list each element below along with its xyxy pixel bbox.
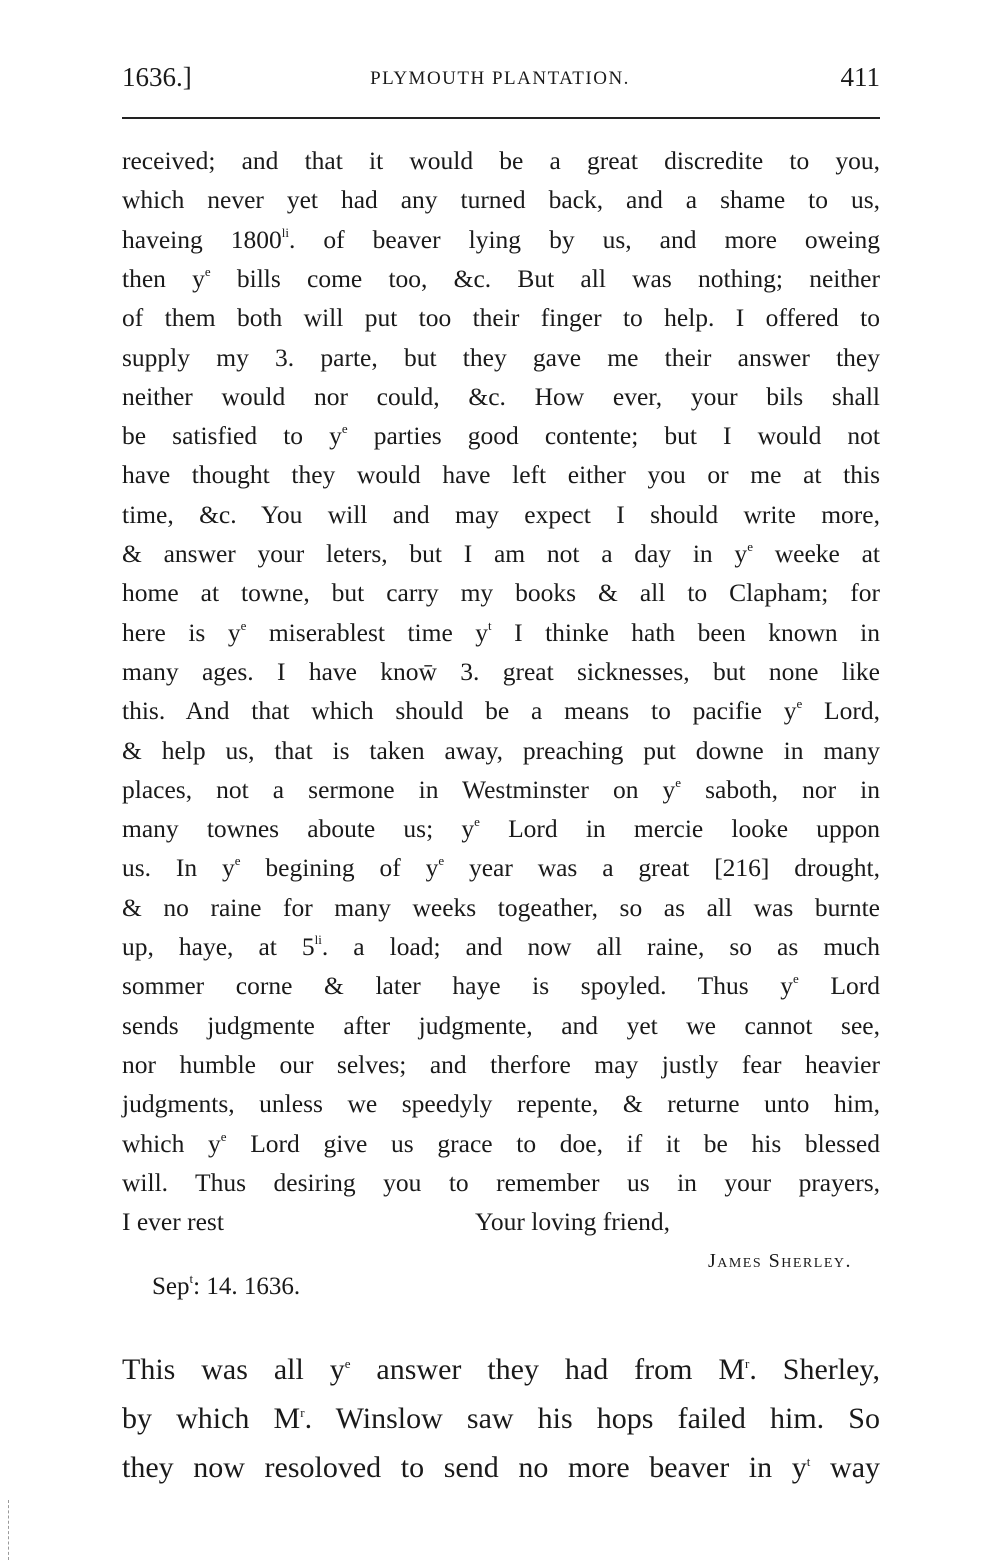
text-segment: . a load; and now all raine, so as much [321,932,880,961]
text-segment: which never yet had any turned back, and a shame to us, [122,185,880,215]
superscript: e [675,774,682,790]
text-line [122,1124,880,1163]
superscript: e [240,617,247,633]
text-segment: nor humble our selves; and therfore may justly fear heavier [122,1049,880,1079]
text-segment: supply my 3. parte, but they gave me their answer they [122,342,880,372]
text-segment: then y [122,263,205,293]
superscript: e [438,853,445,869]
text-line [122,613,880,652]
text-segment: us. In y [122,853,235,883]
text-segment: which y [122,1128,221,1158]
text-line [122,416,880,455]
text-line [122,298,880,337]
date-sup: t [189,1271,194,1286]
text-line [122,141,880,180]
text-segment: neither would nor could, &c. How ever, your bils shall [122,381,880,411]
closing-salutation: Your loving friend, [475,1207,671,1236]
superscript: e [793,971,799,987]
text-line [122,1006,880,1045]
text-segment: Lord in mercie looke uppon [479,814,881,844]
text-line [122,1163,880,1202]
text-line [122,731,880,770]
text-line [122,652,880,691]
text-segment: many townes aboute us; y [122,814,475,844]
text-segment: they now resoloved to send no more beaver in y [122,1451,807,1484]
text-segment: miserablest time y [246,617,488,647]
text-segment: received; and that it would be a great discredite to you, [122,146,880,175]
text-segment: begining of y [240,853,439,883]
text-segment: Lord, [802,696,880,726]
text-segment: by which M [122,1402,301,1435]
text-segment: I thinke hath been known in [491,617,880,647]
text-segment: have thought they would have left either you or me at this [122,460,880,490]
text-line [122,573,880,612]
date-prefix: Sep [152,1273,190,1300]
superscript: e [796,696,803,712]
text-line [122,966,880,1005]
text-line [122,1346,880,1394]
date-suffix: : 14. 1636. [193,1273,301,1300]
text-line [122,495,880,534]
text-segment: This was all y [122,1353,345,1386]
text-segment: & help us, that is taken away, preaching put downe in many [122,735,880,765]
text-segment: many ages. I have know̄ 3. great sicknesses, but none like [122,656,880,686]
text-segment: . Sherley, [749,1353,880,1386]
superscript: r [300,1405,305,1420]
superscript: e [344,1356,351,1371]
text-line [122,888,880,927]
text-segment: saboth, nor in [681,774,881,804]
text-line [122,377,880,416]
text-line [122,770,880,809]
text-line [122,180,880,219]
text-segment: this. And that which should be a means to pacifie y [122,696,797,726]
text-line [122,848,880,887]
text-segment: parties good contente; but I would not [347,421,880,451]
text-line [122,1395,880,1443]
text-segment: year was a great [216] drought, [444,853,880,883]
text-segment: . Winslow saw his hops failed him. So [304,1402,880,1435]
text-segment: of them both will put too their finger to help. I offered to [122,303,880,333]
text-segment: Lord [798,971,880,1001]
superscript: li [314,932,322,947]
superscript: t [488,617,492,633]
text-segment: sends judgmente after judgmente, and yet we cannot see, [122,1010,880,1040]
text-line [122,809,880,848]
text-line [122,927,880,966]
text-segment: sommer corne & later haye is spoyled. Thus y [122,971,794,1001]
text-segment: here is y [122,617,241,647]
superscript: e [474,814,480,830]
text-segment: places, not a sermone in Westminster on y [122,774,676,804]
text-line [122,259,880,298]
text-line [122,455,880,494]
superscript: e [341,421,348,437]
text-segment: & no raine for many weeks togeather, so as all was burnte [122,892,880,922]
text-segment: judgments, unless we speedyly repente, & returne unto him, [122,1089,880,1119]
text-line [122,691,880,730]
signature: James Sherley. [707,1250,852,1272]
superscript: e [234,853,241,869]
superscript: r [745,1356,750,1371]
superscript: e [220,1128,227,1144]
text-segment: up, haye, at 5 [122,932,315,961]
text-segment: haveing 1800 [122,224,282,254]
text-segment: & answer your leters, but I am not a day in y [122,539,748,568]
text-segment: way [810,1451,881,1484]
text-line [122,1084,880,1123]
text-line [122,1045,880,1084]
text-line [122,534,880,573]
text-segment: bills come too, &c. But all was nothing; neither [210,263,880,293]
header-rule [122,117,880,119]
letter-date [152,1273,300,1301]
margin-mark [8,1500,9,1560]
running-head-title: PLYMOUTH PLANTATION. [370,68,630,89]
text-segment: answer they had from M [350,1353,746,1386]
text-segment: time, &c. You will and may expect I should write more, [122,499,880,529]
superscript: e [204,263,211,279]
text-segment: . of beaver lying by us, and more oweing [288,224,880,254]
superscript: e [747,539,753,554]
text-segment: Lord give us grace to doe, if it be his blessed [226,1128,880,1158]
text-line [122,220,880,259]
text-line [122,1444,880,1492]
page-number: 411 [840,62,880,92]
text-segment: home at towne, but carry my books & all to Clapham; for [122,578,880,608]
text-segment: will. Thus desiring you to remember us in your prayers, [122,1167,880,1197]
closing-left: I ever rest [122,1207,224,1236]
running-head-year: 1636.] [122,62,192,92]
text-segment: be satisfied to y [122,421,342,451]
text-segment: weeke at [752,539,880,568]
superscript: li [281,224,289,240]
superscript: t [806,1454,811,1469]
text-line [122,338,880,377]
